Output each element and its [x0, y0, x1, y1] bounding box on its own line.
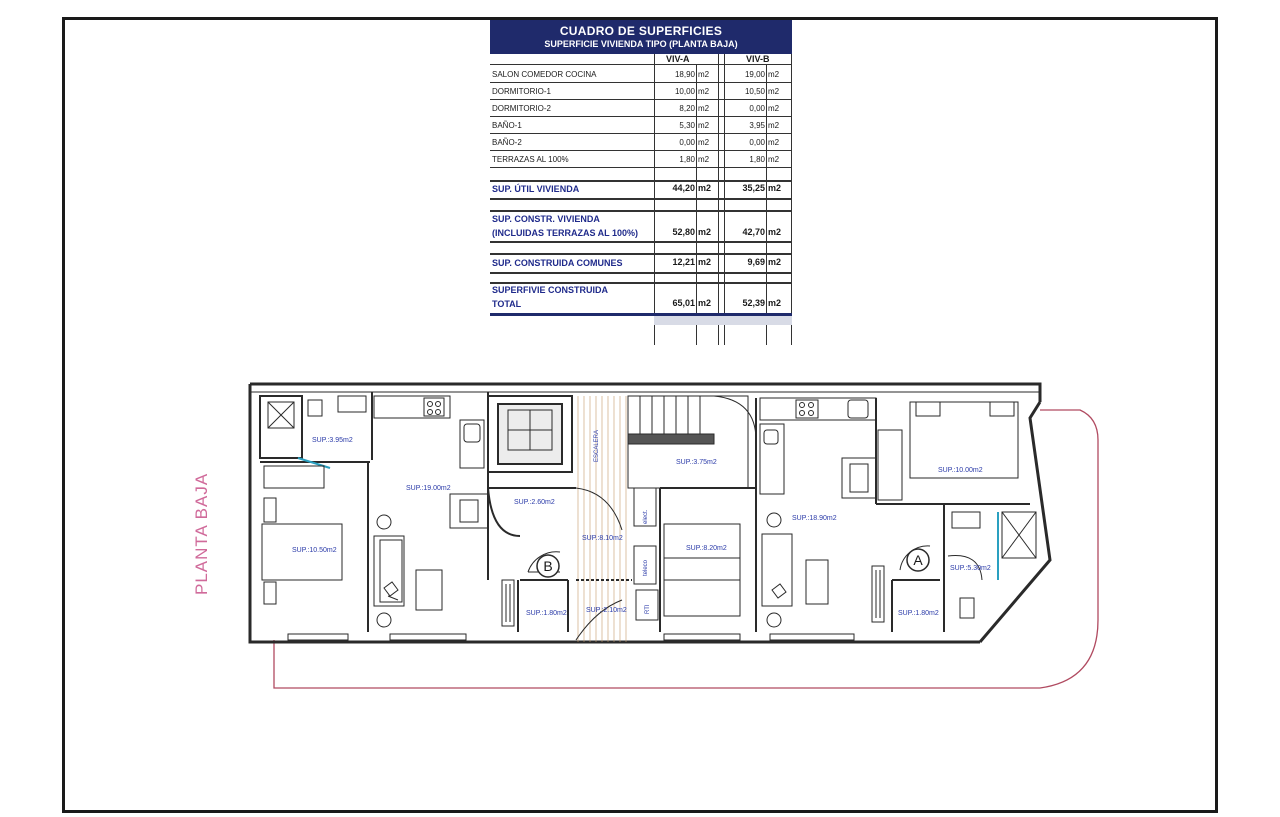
teleco-label: teleco: [643, 559, 649, 576]
area-label: SUP.:2.10m2: [586, 607, 627, 614]
plan-title: PLANTA BAJA: [192, 472, 211, 595]
area-label: SUP.:1.80m2: [898, 610, 939, 617]
area-label: SUP.:10.50m2: [292, 547, 337, 554]
stair-label: ESCALERA: [594, 429, 600, 462]
elect-label: elect.: [643, 509, 649, 524]
table-title: CUADRO DE SUPERFICIES: [559, 24, 723, 38]
area-label: SUP.:1.80m2: [526, 610, 567, 617]
area-label: SUP.:5.30m2: [950, 565, 991, 572]
area-table: CUADRO DE SUPERFICIES SUPERFICIE VIVIENDA TIPO (PLANTA BAJA) VIV-A VIV-B SALON COMEDOR COCINA 18,90 m2 19,00 m2 DORMITORIO-1 10,00 m2 10,50 m2 DORMITORIO-2 8,20 m2 0,00 m2 BAÑO-1 5,30 m2 3,95 m2 BAÑO-2 0,00 m2 0,00 m2 TERRAZAS AL 100% 1,80 m2 1,80 m2 SUP. ÚTIL VIVIENDA 44,20 m2 35,25 m2 SUP. CONSTR. VIVIENDA (INCLUIDAS TERRAZAS AL 100%) 52,80 m2 42,70 m2 SUP. CONSTRUIDA COMUNES 12,21 m2 9,69 m2 SUPERFIVIE CONSTRUIDA TOTAL 65,01 m2 52,39 m2: [490, 20, 792, 325]
building-wall-top: [250, 384, 1040, 402]
building-wall-right: [980, 402, 1050, 642]
unit-b-marker-label: B: [543, 558, 553, 574]
unit-a-marker-label: A: [913, 552, 923, 568]
rti-label: RTI: [645, 604, 651, 614]
area-label: SUP.:18.90m2: [792, 515, 837, 522]
area-label: SUP.:19.00m2: [406, 485, 451, 492]
area-label: SUP.:10.00m2: [938, 467, 983, 474]
area-label: SUP.:8.10m2: [582, 535, 623, 542]
table-subtitle: SUPERFICIE VIVIENDA TIPO (PLANTA BAJA): [544, 39, 738, 49]
area-label: SUP.:3.75m2: [676, 459, 717, 466]
area-label: SUP.:2.60m2: [514, 499, 555, 506]
area-label: SUP.:3.95m2: [312, 437, 353, 444]
bath-b: [260, 396, 302, 458]
column-header-viv-a: VIV-A: [666, 54, 690, 64]
column-header-viv-b: VIV-B: [746, 54, 770, 64]
area-label: SUP.:8.20m2: [686, 545, 727, 552]
